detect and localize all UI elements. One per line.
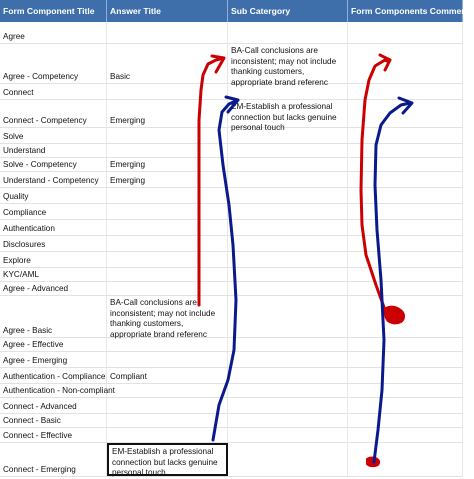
table-row[interactable] — [0, 428, 463, 443]
table-row[interactable] — [0, 368, 463, 384]
title-cell[interactable] — [0, 252, 107, 267]
table-row[interactable] — [0, 100, 463, 132]
sub-category-cell[interactable] — [228, 44, 348, 87]
title-cell[interactable] — [0, 352, 107, 367]
cell-text: Authentication — [3, 224, 55, 233]
cell-text: Understand — [3, 146, 46, 155]
comments-cell[interactable] — [348, 384, 463, 397]
title-cell[interactable] — [0, 338, 107, 351]
title-cell[interactable] — [0, 44, 107, 83]
comments-cell[interactable] — [348, 172, 463, 187]
table-row[interactable] — [0, 414, 463, 428]
sub-category-cell[interactable] — [228, 252, 348, 267]
table-row[interactable] — [0, 236, 463, 252]
cell-text: Connect - Advanced — [3, 402, 77, 411]
cell-text: Basic — [110, 72, 131, 81]
cell-text: Agree - Basic — [3, 326, 53, 335]
cell-text: Solve - Competency — [3, 160, 77, 169]
title-cell[interactable] — [0, 204, 107, 219]
answer-cell[interactable] — [107, 188, 228, 203]
cell-text: Connect — [3, 88, 34, 97]
cell-text: Agree - Advanced — [3, 284, 69, 293]
comments-cell[interactable] — [348, 144, 463, 157]
cell-text: Agree — [3, 32, 25, 41]
cell-text: Understand - Competency — [3, 176, 99, 185]
column-header-comments[interactable]: Form Components Comments — [348, 0, 463, 22]
title-cell[interactable] — [0, 220, 107, 235]
answer-cell[interactable] — [107, 44, 228, 83]
cell-text: Connect - Competency — [3, 116, 87, 125]
answer-cell[interactable] — [107, 338, 228, 351]
comments-cell[interactable] — [348, 338, 463, 351]
cell-text: Emerging — [110, 160, 146, 169]
sub-category-cell[interactable] — [228, 428, 348, 442]
table-row[interactable] — [0, 144, 463, 158]
table-row[interactable] — [0, 384, 463, 398]
comments-cell[interactable] — [348, 282, 463, 295]
comments-cell[interactable] — [348, 22, 463, 43]
table-row[interactable] — [0, 22, 463, 44]
cell-text: Compliant — [110, 372, 147, 381]
answer-cell[interactable] — [107, 84, 228, 99]
sub-category-cell[interactable] — [228, 398, 348, 413]
sub-category-cell[interactable] — [228, 268, 348, 281]
sub-category-cell[interactable] — [228, 128, 348, 143]
comments-cell[interactable] — [348, 252, 463, 267]
answer-cell[interactable] — [107, 220, 228, 235]
answer-cell[interactable] — [107, 22, 228, 43]
cell-text: Connect - Basic — [3, 416, 61, 425]
answer-cell[interactable] — [107, 236, 228, 251]
table-row[interactable] — [0, 398, 463, 414]
sub-category-cell[interactable] — [228, 338, 348, 351]
table-row[interactable] — [0, 352, 463, 368]
table-row[interactable] — [0, 252, 463, 268]
cell-text: Connect - Effective — [3, 431, 73, 440]
sub-category-cell[interactable] — [228, 144, 348, 157]
table-row[interactable] — [0, 188, 463, 204]
sub-category-cell[interactable] — [228, 282, 348, 295]
title-cell[interactable] — [0, 282, 107, 295]
answer-cell[interactable] — [107, 368, 228, 383]
table-row[interactable] — [0, 84, 463, 100]
sub-category-cell[interactable] — [228, 158, 348, 171]
column-header-form-component-title[interactable]: Form Component Title — [0, 0, 107, 22]
answer-cell[interactable] — [107, 268, 228, 281]
title-cell[interactable] — [0, 268, 107, 281]
comments-cell[interactable] — [348, 188, 463, 203]
cell-text: Authentication - Compliance — [3, 372, 106, 381]
answer-cell[interactable] — [107, 100, 228, 127]
title-cell[interactable] — [0, 428, 107, 442]
comments-cell[interactable] — [348, 398, 463, 413]
table-row[interactable] — [0, 128, 463, 144]
answer-cell[interactable] — [107, 144, 228, 157]
cell-text: Solve — [3, 132, 24, 141]
answer-cell[interactable] — [107, 398, 228, 413]
comments-cell[interactable] — [348, 428, 463, 442]
table-row[interactable] — [0, 443, 463, 477]
answer-cell[interactable] — [107, 352, 228, 367]
answer-cell[interactable] — [107, 296, 228, 337]
sub-category-cell[interactable] — [228, 384, 348, 397]
sub-category-cell[interactable] — [228, 352, 348, 367]
cell-text: Explore — [3, 256, 31, 265]
sub-category-cell[interactable] — [228, 22, 348, 43]
table-row[interactable] — [0, 204, 463, 220]
cell-text: Compliance — [3, 208, 47, 217]
cell-text: Agree - Effective — [3, 340, 64, 349]
cell-text: Quality — [3, 192, 29, 201]
comments-cell[interactable] — [348, 204, 463, 219]
cell-text: KYC/AML — [3, 270, 39, 279]
comments-cell[interactable] — [348, 368, 463, 383]
comments-cell[interactable] — [348, 220, 463, 235]
comments-cell[interactable] — [348, 352, 463, 367]
answer-cell[interactable] — [107, 428, 228, 442]
comments-cell[interactable] — [348, 268, 463, 281]
comments-cell[interactable] — [348, 236, 463, 251]
cell-text: Connect - Emerging — [3, 465, 76, 474]
cell-text: EM-Establish a professional connection but lacks genuine personal touch — [231, 102, 337, 132]
answer-cell[interactable] — [107, 128, 228, 143]
cell-text: Emerging — [110, 176, 146, 185]
comments-cell[interactable] — [348, 414, 463, 427]
cell-text: BA-Call conclusions are inconsistent; may not include thanking customers, appropriate brand referenc — [110, 298, 216, 339]
sub-category-cell[interactable] — [228, 188, 348, 203]
answer-cell[interactable] — [107, 414, 228, 427]
table-row[interactable] — [0, 282, 463, 296]
cell-text: Authentication - Non-compliant — [3, 386, 115, 395]
comments-cell[interactable] — [348, 158, 463, 171]
sub-category-cell[interactable] — [228, 236, 348, 251]
cell-text: BA-Call conclusions are inconsistent; may not include thanking customers, appropriate brand referenc — [231, 46, 337, 87]
sub-category-cell[interactable] — [228, 368, 348, 383]
comments-cell[interactable] — [348, 84, 463, 99]
answer-cell[interactable] — [107, 158, 228, 171]
sub-category-cell[interactable] — [228, 204, 348, 219]
table-row[interactable] — [0, 268, 463, 282]
answer-cell[interactable] — [107, 384, 228, 397]
comments-cell[interactable] — [348, 296, 463, 337]
title-cell[interactable] — [0, 368, 107, 383]
column-header-sub-category[interactable]: Sub Catergory — [228, 0, 348, 22]
cell-text: Agree - Emerging — [3, 356, 68, 365]
answer-cell[interactable] — [107, 252, 228, 267]
title-cell[interactable] — [0, 144, 107, 157]
title-cell[interactable] — [0, 158, 107, 171]
title-cell[interactable] — [0, 100, 107, 127]
title-cell[interactable] — [0, 236, 107, 251]
sub-category-cell[interactable] — [228, 220, 348, 235]
title-cell[interactable] — [0, 384, 115, 397]
comments-cell[interactable] — [348, 100, 463, 127]
title-cell[interactable] — [0, 22, 107, 43]
comments-cell[interactable] — [348, 44, 463, 83]
cell-text: Agree - Competency — [3, 72, 79, 81]
table-row[interactable] — [0, 220, 463, 236]
cell-text: Emerging — [110, 116, 146, 125]
title-cell[interactable] — [0, 84, 107, 99]
sub-category-cell[interactable] — [228, 84, 348, 99]
sub-category-cell[interactable] — [228, 100, 348, 132]
title-cell[interactable] — [0, 296, 107, 337]
table-row[interactable] — [0, 338, 463, 352]
table-row[interactable] — [0, 44, 463, 87]
table-row[interactable] — [0, 296, 463, 338]
title-cell[interactable] — [0, 188, 107, 203]
column-header-answer-title[interactable]: Answer Title — [107, 0, 228, 22]
answer-cell[interactable] — [107, 443, 228, 476]
title-cell[interactable] — [0, 128, 107, 143]
sub-category-cell[interactable] — [228, 172, 348, 187]
sub-category-cell[interactable] — [228, 414, 348, 427]
table-row[interactable] — [0, 158, 463, 172]
answer-cell[interactable] — [107, 172, 228, 187]
title-cell[interactable] — [0, 414, 107, 427]
sub-category-cell[interactable] — [228, 443, 348, 476]
title-cell[interactable] — [0, 443, 107, 476]
comments-cell[interactable] — [348, 128, 463, 143]
title-cell[interactable] — [0, 398, 107, 413]
sub-category-cell[interactable] — [228, 296, 348, 337]
title-cell[interactable] — [0, 172, 107, 187]
table-row[interactable] — [0, 172, 463, 188]
answer-cell[interactable] — [107, 204, 228, 219]
cell-text: EM-Establish a professional connection but lacks genuine personal touch — [112, 447, 218, 477]
answer-cell[interactable] — [107, 282, 228, 295]
cell-text: Disclosures — [3, 240, 46, 249]
comments-cell[interactable] — [348, 443, 463, 476]
